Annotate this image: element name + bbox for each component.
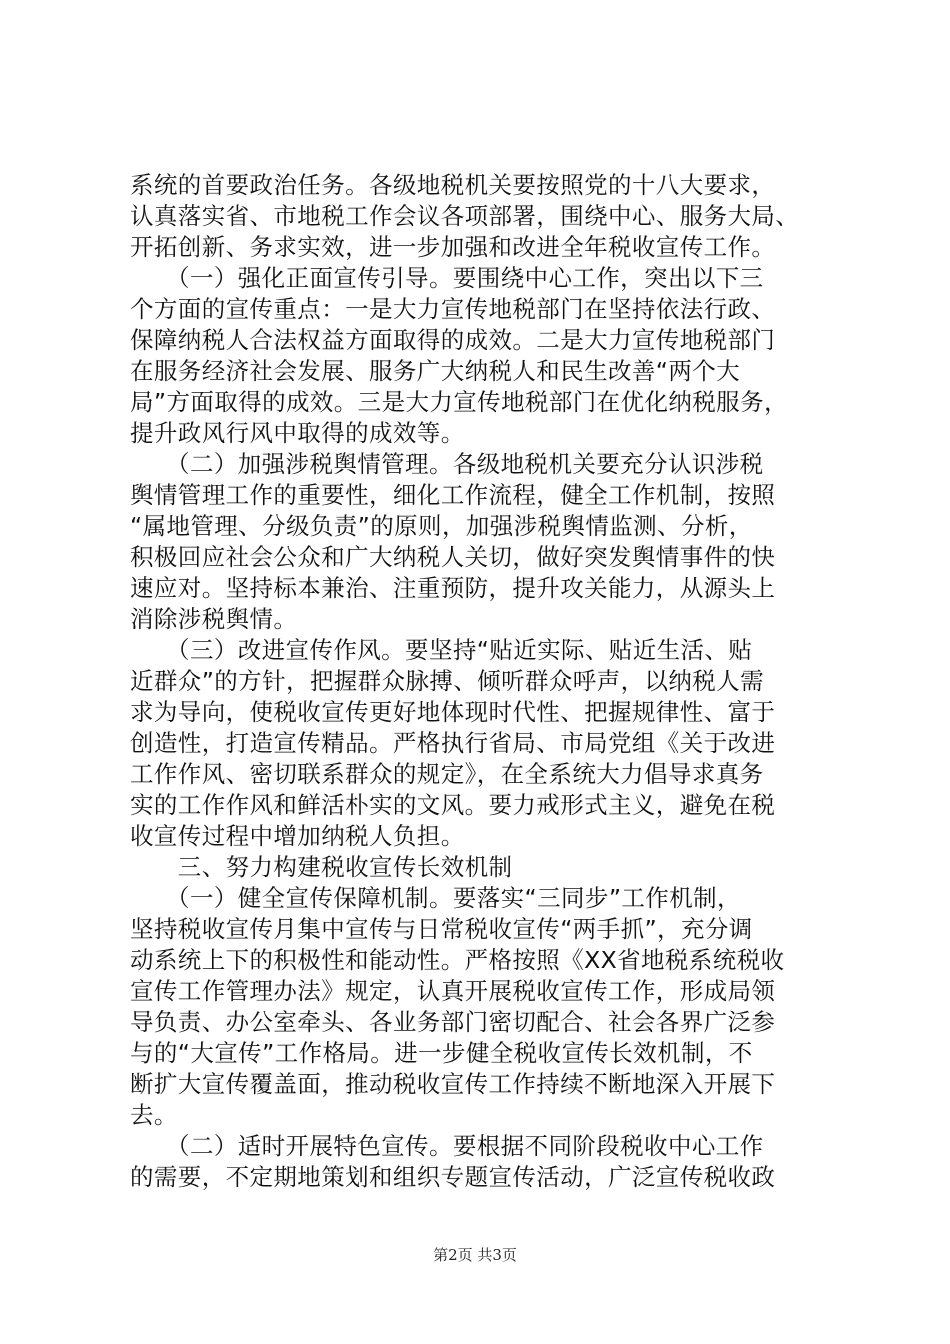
text-line: “属地管理、分级负责”的原则，加强涉税舆情监测、分析， bbox=[130, 512, 753, 540]
text-line: 的需要，不定期地策划和组织专题宣传活动，广泛宣传税收政 bbox=[130, 1163, 776, 1191]
page-number-footer: 第2页 共3页 bbox=[433, 1246, 517, 1264]
text-line: 舆情管理工作的重要性，细化工作流程，健全工作机制，按照 bbox=[130, 481, 776, 509]
text-line: 系统的首要政治任务。各级地税机关要按照党的十八大要求， bbox=[130, 171, 776, 199]
text-line: （一）健全宣传保障机制。要落实“三同步”工作机制， bbox=[130, 884, 741, 912]
text-line: 在服务经济社会发展、服务广大纳税人和民生改善“两个大 bbox=[130, 357, 741, 385]
text-line: （一）强化正面宣传引导。要围绕中心工作，突出以下三 bbox=[130, 264, 764, 292]
text-line: 提升政风行风中取得的成效等。 bbox=[130, 419, 465, 447]
document-body bbox=[130, 170, 830, 1193]
text-line: 工作作风、密切联系群众的规定》，在全系统大力倡导求真务 bbox=[130, 760, 764, 788]
text-line: （三）改进宣传作风。要坚持“贴近实际、贴近生活、贴 bbox=[130, 636, 753, 664]
text-line: 开拓创新、务求实效，进一步加强和改进全年税收宣传工作。 bbox=[130, 233, 776, 261]
text-line: （二）适时开展特色宣传。要根据不同阶段税收中心工作 bbox=[130, 1132, 764, 1160]
text-line: （二）加强涉税舆情管理。各级地税机关要充分认识涉税 bbox=[130, 450, 764, 478]
text-line: 与的“大宣传”工作格局。进一步健全税收宣传长效机制，不 bbox=[130, 1039, 753, 1067]
text-line: 坚持税收宣传月集中宣传与日常税收宣传“两手抓”，充分调 bbox=[130, 915, 753, 943]
text-line: 收宣传过程中增加纳税人负担。 bbox=[130, 822, 465, 850]
text-line: 求为导向，使税收宣传更好地体现时代性、把握规律性、富于 bbox=[130, 698, 776, 726]
text-line: 积极回应社会公众和广大纳税人关切，做好突发舆情事件的快 bbox=[130, 543, 776, 571]
text-line: 宣传工作管理办法》规定，认真开展税收宣传工作，形成局领 bbox=[130, 977, 776, 1005]
text-line: 个方面的宣传重点：一是大力宣传地税部门在坚持依法行政、 bbox=[130, 295, 776, 323]
text-line: 实的工作作风和鲜活朴实的文风。要力戒形式主义，避免在税 bbox=[130, 791, 776, 819]
text-line: 近群众”的方针，把握群众脉搏、倾听群众呼声，以纳税人需 bbox=[130, 667, 764, 695]
text-line: 认真落实省、市地税工作会议各项部署，围绕中心、服务大局、 bbox=[130, 202, 800, 230]
text-line: 局”方面取得的成效。三是大力宣传地税部门在优化纳税服务， bbox=[130, 388, 788, 416]
text-line: 去。 bbox=[130, 1101, 178, 1129]
text-line: 动系统上下的积极性和能动性。严格按照《XX省地税系统税收 bbox=[130, 946, 785, 974]
section-heading: 三、努力构建税收宣传长效机制 bbox=[130, 853, 513, 881]
text-line: 断扩大宣传覆盖面，推动税收宣传工作持续不断地深入开展下 bbox=[130, 1070, 776, 1098]
text-line: 创造性，打造宣传精品。严格执行省局、市局党组《关于改进 bbox=[130, 729, 776, 757]
text-line: 消除涉税舆情。 bbox=[130, 605, 298, 633]
text-line: 速应对。坚持标本兼治、注重预防，提升攻关能力，从源头上 bbox=[130, 574, 776, 602]
text-line: 导负责、办公室牵头、各业务部门密切配合、社会各界广泛参 bbox=[130, 1008, 776, 1036]
text-line: 保障纳税人合法权益方面取得的成效。二是大力宣传地税部门 bbox=[130, 326, 776, 354]
